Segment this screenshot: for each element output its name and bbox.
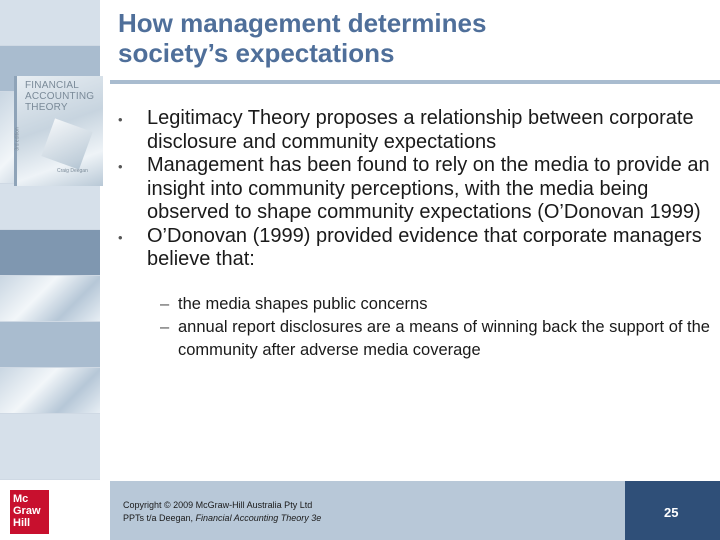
logo-line-1: Mc xyxy=(13,493,29,505)
bullet-text: Legitimacy Theory proposes a relationship between corporate disclosure and community expectations xyxy=(147,107,694,153)
mcgraw-hill-logo xyxy=(10,490,49,534)
sub-bullet-marker: – xyxy=(160,294,170,313)
book-title: FINANCIAL ACCOUNTING THEORY xyxy=(25,80,95,113)
book-cover-image xyxy=(14,76,103,186)
page-number: 25 xyxy=(664,505,679,520)
copyright-text: Copyright © 2009 McGraw-Hill Australia Pty Ltd xyxy=(123,500,313,510)
title-line-1: How management determines xyxy=(118,8,487,38)
ppts-prefix: PPTs t/a Deegan, xyxy=(123,513,196,523)
bullet-item xyxy=(118,107,713,154)
sub-bullet-list xyxy=(118,293,713,363)
strip-tile xyxy=(0,322,100,368)
logo-line-3: Hill xyxy=(13,517,31,529)
bullet-marker: • xyxy=(118,159,123,174)
sub-bullet-item xyxy=(118,293,713,316)
sub-bullet-text: annual report disclosures are a means of winning back the support of the community after adverse media coverage xyxy=(178,317,710,359)
logo-line-2: Graw xyxy=(13,505,41,517)
bullet-text: O’Donovan (1999) provided evidence that corporate managers believe that: xyxy=(147,224,702,270)
footer-credits xyxy=(123,499,321,525)
ice-cube-graphic xyxy=(41,118,92,169)
sub-bullet-item xyxy=(118,316,713,362)
title-divider xyxy=(110,80,720,84)
bullet-marker: • xyxy=(118,112,123,127)
book-author: Craig Deegan xyxy=(57,168,88,174)
bullet-item xyxy=(118,154,713,225)
bullet-marker: • xyxy=(118,229,123,245)
slide-body xyxy=(118,107,713,362)
sub-bullet-marker: – xyxy=(160,317,170,336)
ppts-book-title: Financial Accounting Theory 3e xyxy=(195,513,322,523)
book-edition: 3rd edition xyxy=(14,127,21,151)
strip-tile xyxy=(0,230,100,276)
sub-bullet-text: the media shapes public concerns xyxy=(178,294,428,313)
title-line-2: society’s expectations xyxy=(118,38,395,68)
bullet-item xyxy=(118,225,713,272)
strip-tile xyxy=(0,0,100,46)
bullet-text: Management has been found to rely on the media to provide an insight into community perceptions, with the media being observed to shape community expectations (O’Donovan 1999) xyxy=(147,154,710,223)
strip-tile xyxy=(0,368,100,414)
strip-tile xyxy=(0,184,100,230)
strip-tile xyxy=(0,414,100,480)
strip-tile xyxy=(0,276,100,322)
left-decorative-strip xyxy=(0,0,100,480)
slide-title xyxy=(118,8,698,68)
